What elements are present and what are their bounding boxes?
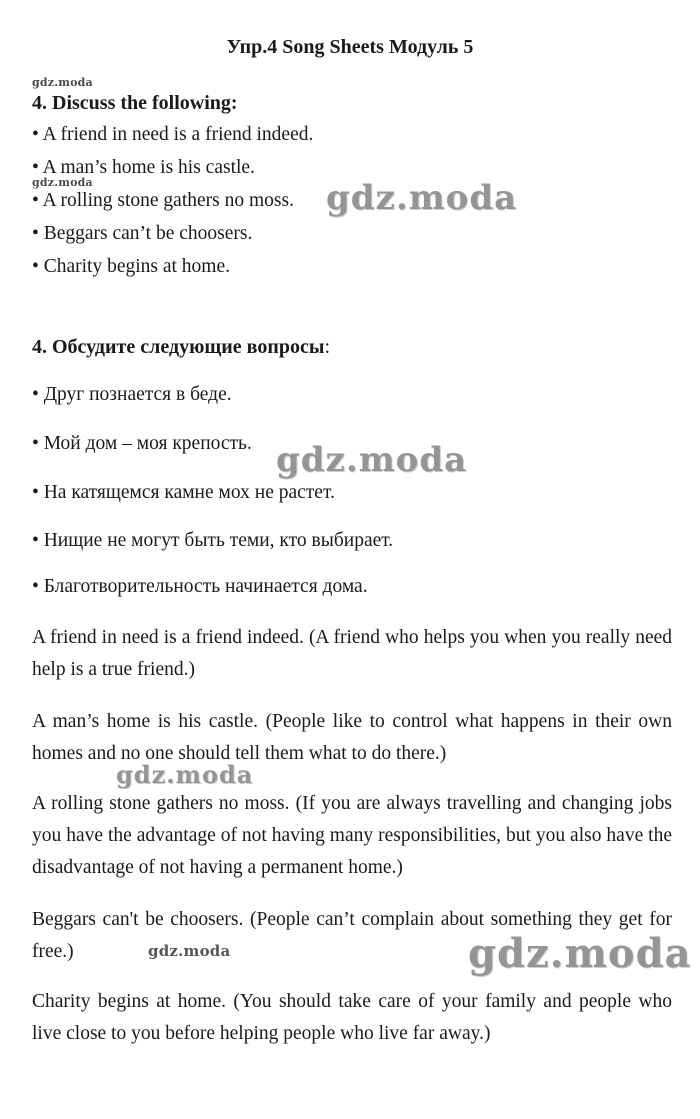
- watermark-large: gdz.moda: [468, 930, 692, 977]
- english-item-2: • A man’s home is his castle.: [32, 157, 255, 178]
- watermark-small: gdz.moda: [32, 76, 93, 89]
- explanation-paragraph-4: Beggars can't be choosers. (People can’t complain about something they get for free.): [32, 909, 672, 962]
- english-item-3: • A rolling stone gathers no moss.: [32, 190, 294, 211]
- russian-item-5: • Благотворительность начинается дома.: [32, 576, 368, 597]
- watermark-large: gdz.moda: [116, 760, 254, 789]
- russian-item-3: • На катящемся камне мох не растет.: [32, 482, 335, 503]
- page-title: Упр.4 Song Sheets Модуль 5: [226, 36, 474, 58]
- russian-item-1: • Друг познается в беде.: [32, 384, 232, 405]
- watermark-large: gdz.moda: [276, 440, 468, 480]
- english-item-4: • Beggars can’t be choosers.: [32, 223, 253, 244]
- russian-item-2: • Мой дом – моя крепость.: [32, 433, 252, 454]
- watermark-small: gdz.moda: [148, 942, 231, 960]
- explanation-paragraph-1: A friend in need is a friend indeed. (A friend who helps you when you really need help is a true friend.): [32, 627, 672, 680]
- russian-heading-text: 4. Обсудите следующие вопросы: [32, 336, 325, 358]
- explanation-paragraph-2: A man’s home is his castle. (People like to control what happens in their own homes and no one should tell them what to do there.): [32, 711, 672, 764]
- russian-heading: [32, 336, 330, 359]
- english-item-5: • Charity begins at home.: [32, 256, 230, 277]
- russian-item-4: • Нищие не могут быть теми, кто выбирает.: [32, 530, 394, 551]
- explanation-paragraph-5: Charity begins at home. (You should take care of your family and people who live close to you before helping people who live far away.): [32, 991, 672, 1044]
- english-heading: 4. Discuss the following:: [32, 92, 238, 114]
- watermark-small: gdz.moda: [32, 176, 93, 189]
- english-item-1: • A friend in need is a friend indeed.: [32, 124, 314, 145]
- watermark-large: gdz.moda: [326, 178, 518, 218]
- explanation-paragraph-3: A rolling stone gathers no moss. (If you are always travelling and changing jobs you have the advantage of not having many responsibilities, but you also have the disadvantage of not having a permanent home.): [32, 793, 672, 878]
- russian-heading-colon: :: [324, 336, 331, 358]
